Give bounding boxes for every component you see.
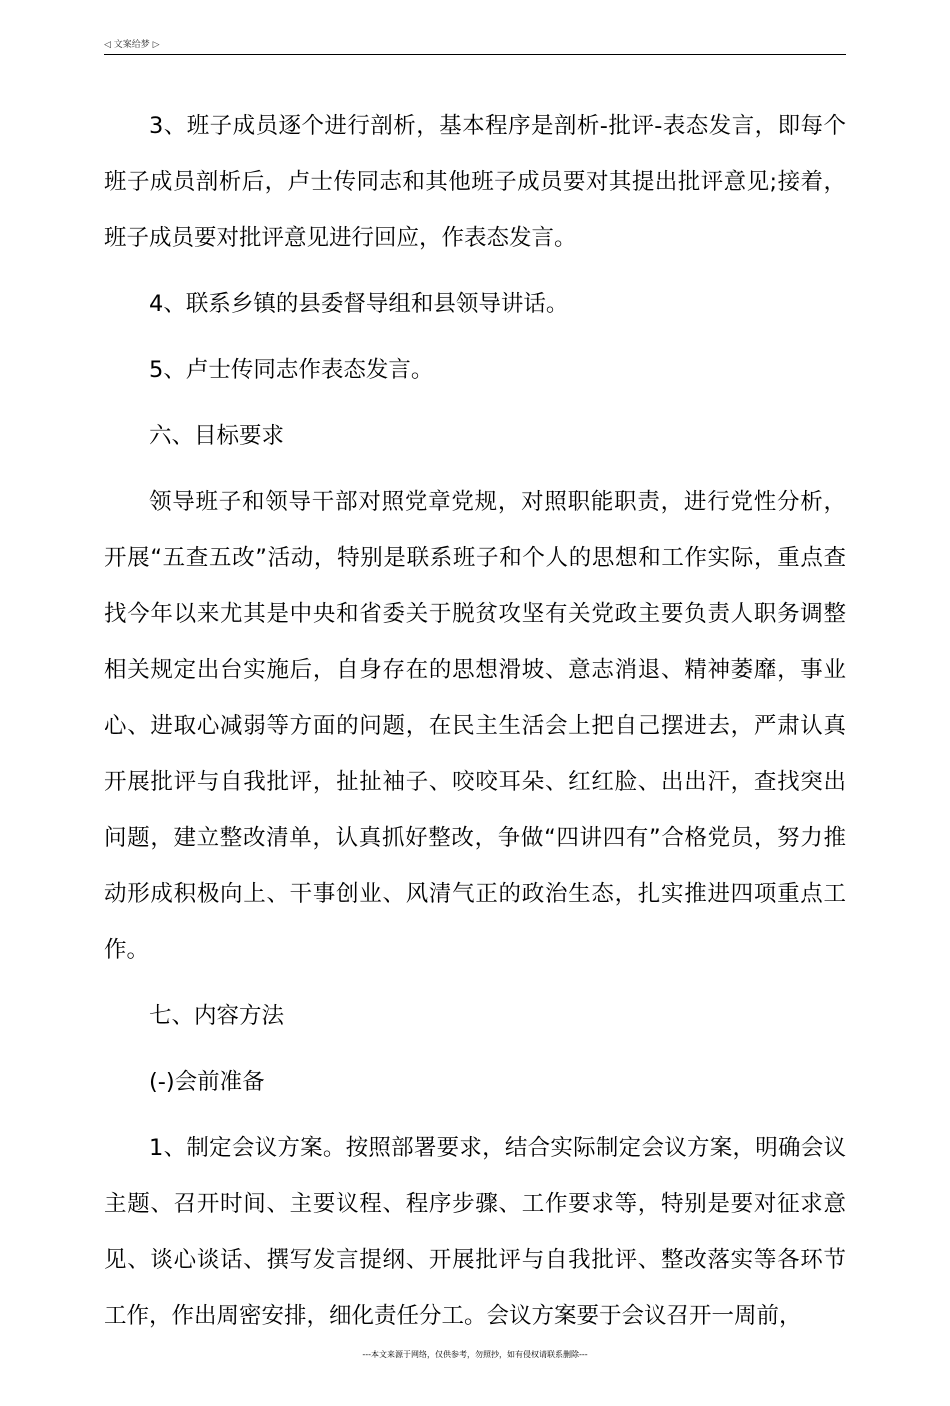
header-label: ◁ 文案给梦 ▷ [104, 40, 160, 50]
paragraph-item-4: 4、联系乡镇的县委督导组和县领导讲话。 [149, 291, 569, 317]
section-heading-methods: 七、内容方法 [149, 1003, 285, 1029]
paragraph-meeting-plan: 1、制定会议方案。按照部署要求，结合实际制定会议方案，明确会议主题、召开时间、主要议程、程序步骤、工作要求等，特别是要对征求意见、谈心谈话、撰写发言提纲、开展批评与自我批评、整改落实等各环节工作，作出周密安排，细化责任分工。会议方案要于会议召开一周前， [104, 1135, 846, 1329]
paragraph-item-3: 3、班子成员逐个进行剖析，基本程序是剖析-批评-表态发言，即每个班子成员剖析后，卢士传同志和其他班子成员要对其提出批评意见;接着，班子成员要对批评意见进行回应，作表态发言。 [104, 113, 846, 251]
document-body [104, 98, 846, 1354]
paragraph-goals-body: 领导班子和领导干部对照党章党规，对照职能职责，进行党性分析，开展“五查五改”活动，特别是联系班子和个人的思想和工作实际，重点查找今年以来尤其是中央和省委关于脱贫攻坚有关党政主要负责人职务调整相关规定出台实施后，自身存在的思想滑坡、意志消退、精神萎靡，事业心、进取心减弱等方面的问题，在民主生活会上把自己摆进去，严肃认真开展批评与自我批评，扯扯袖子、咬咬耳朵、红红脸、出出汗，查找突出问题，建立整改清单，认真抓好整改，争做“四讲四有”合格党员，努力推动形成积极向上、干事创业、风清气正的政治生态，扎实推进四项重点工作。 [104, 489, 846, 963]
page-header [104, 38, 846, 55]
paragraph-item-5: 5、卢士传同志作表态发言。 [149, 357, 434, 383]
section-heading-goals: 六、目标要求 [149, 423, 285, 449]
subsection-heading-preparation: (-)会前准备 [149, 1069, 265, 1095]
page-footer: ---本文来源于网络，仅供参考，勿照抄，如有侵权请联系删除--- [362, 1350, 588, 1359]
